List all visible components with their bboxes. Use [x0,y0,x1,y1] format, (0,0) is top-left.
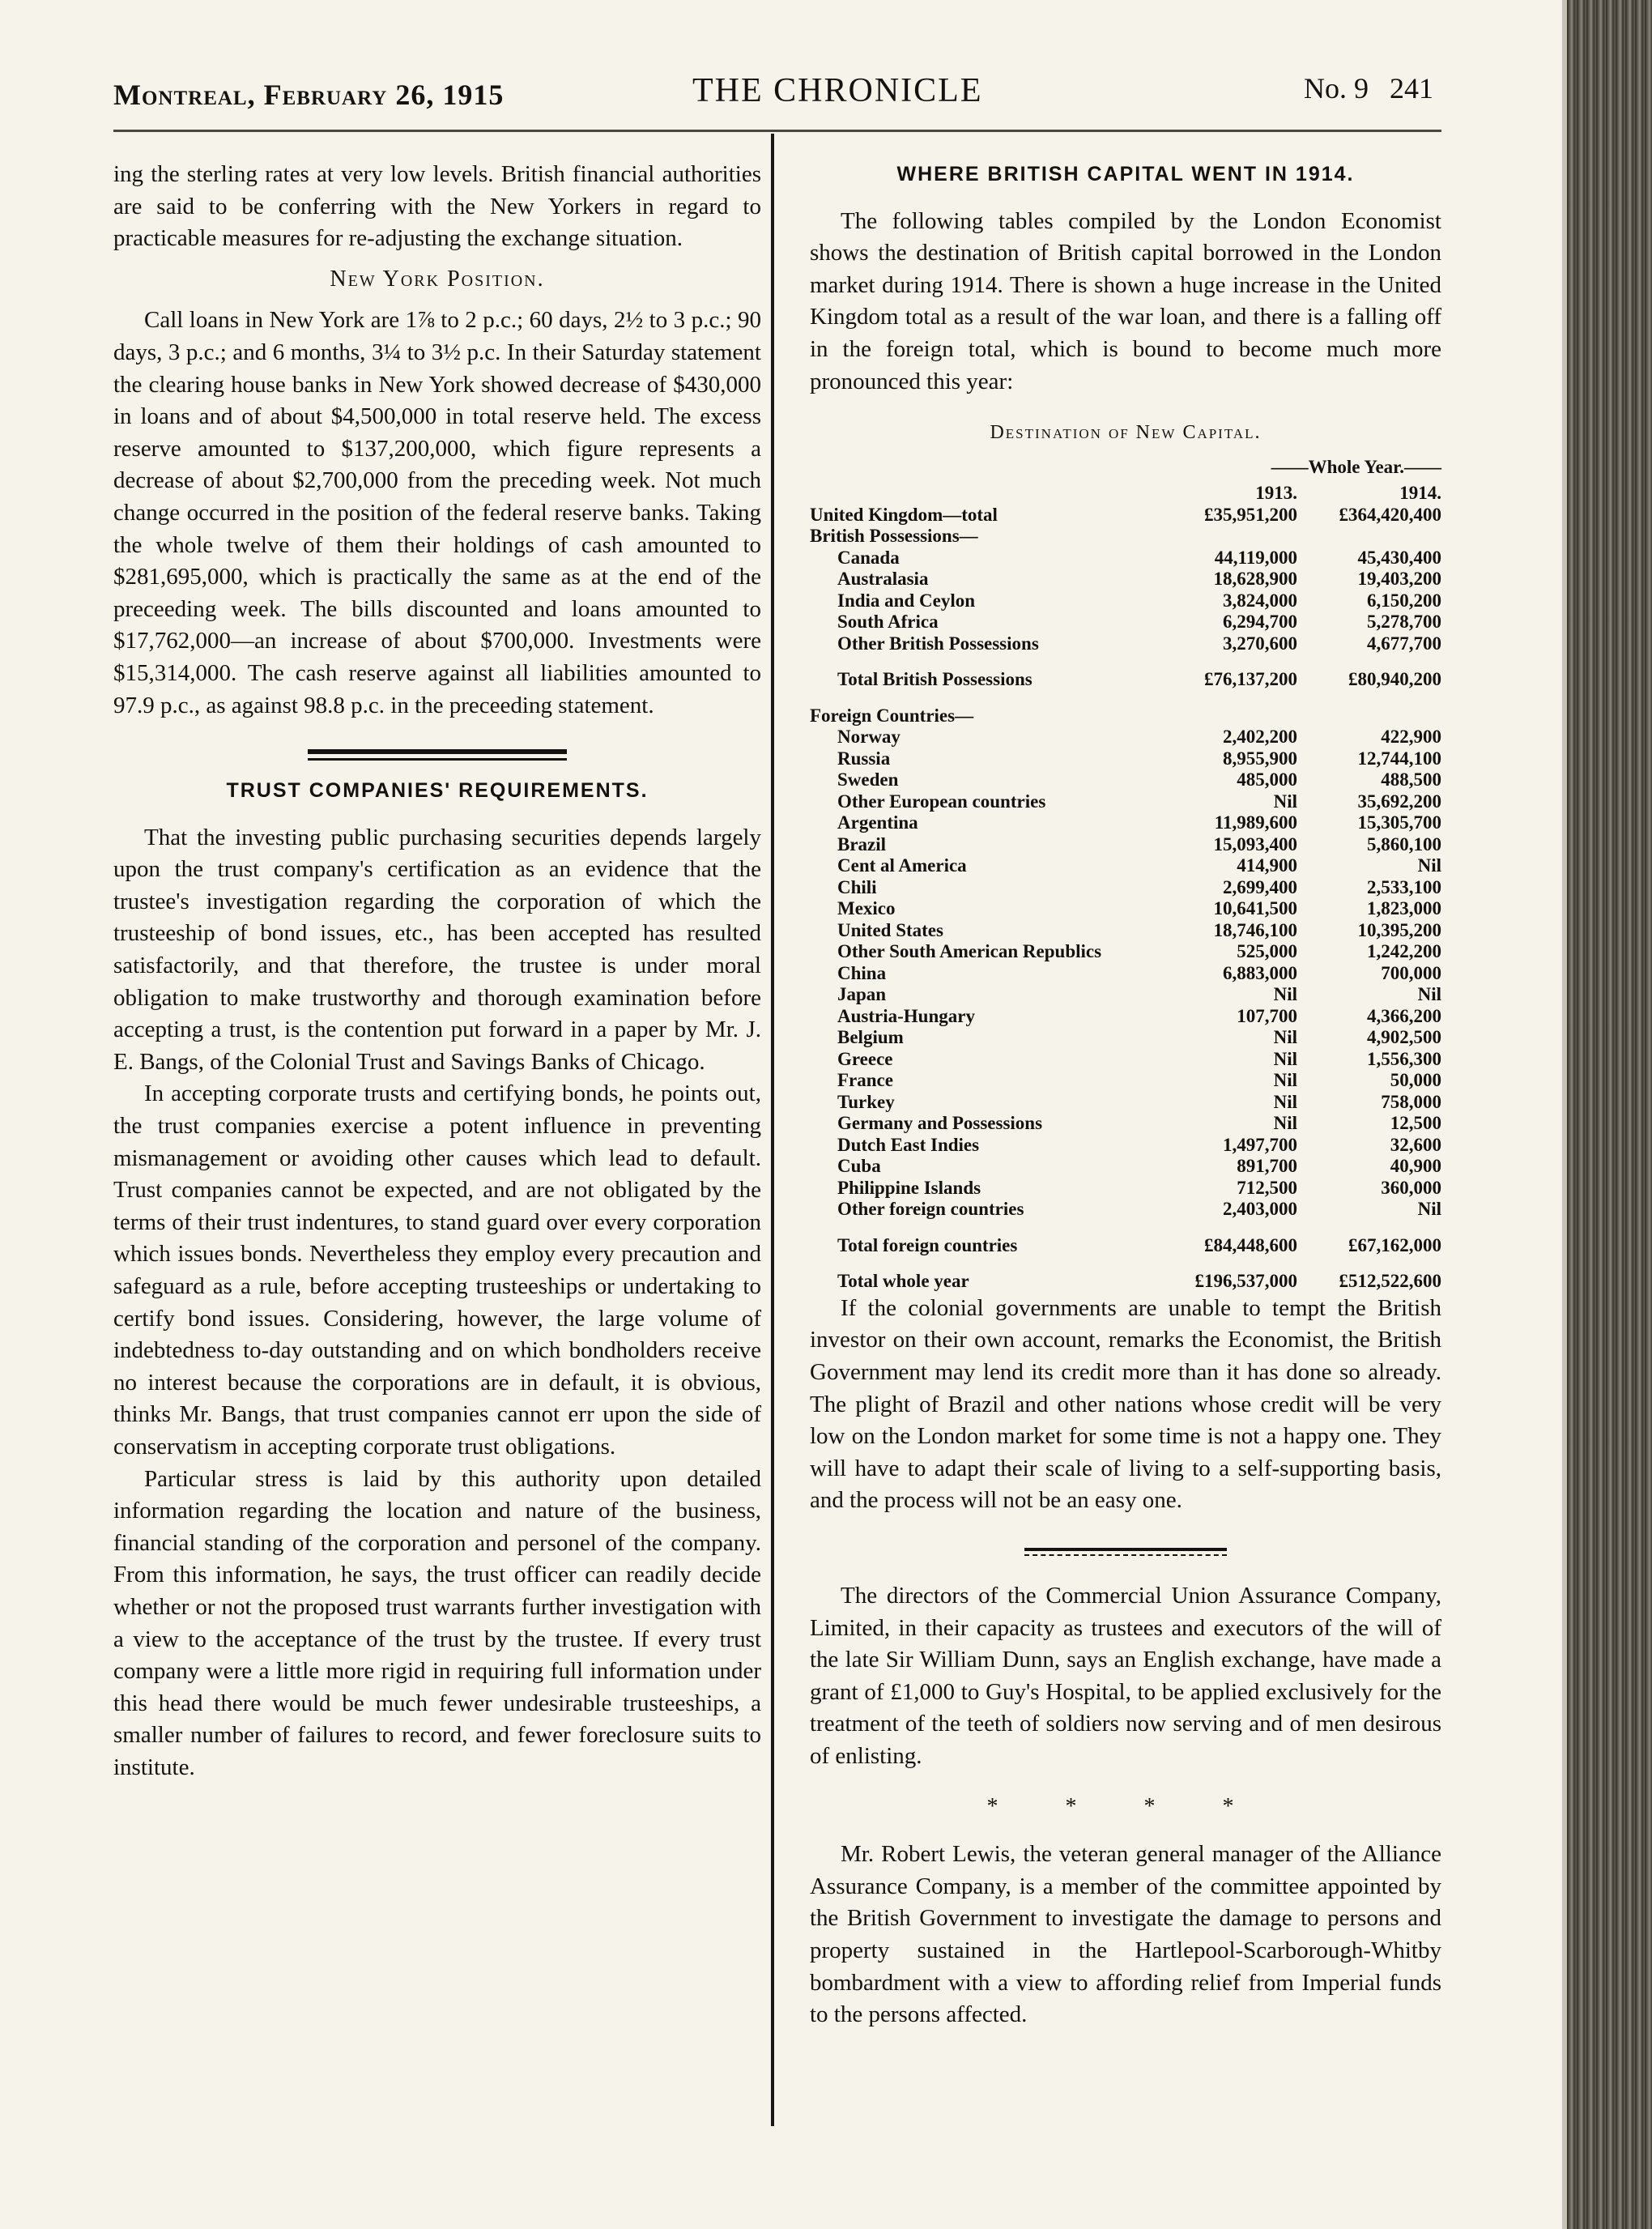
value-1913: £35,951,200 [1204,504,1297,525]
value-1914: 1,823,000 [1367,898,1441,919]
value-1914: £364,420,400 [1339,504,1441,525]
row-label-text: Cent al America [837,855,967,876]
value-1914: Nil [1417,1199,1441,1220]
spacer-row [810,654,1441,669]
value-1914: £67,162,000 [1348,1234,1441,1255]
value-1914: 1,556,300 [1367,1048,1441,1069]
value-1913: 2,403,000 [1223,1199,1297,1220]
row-label [810,505,1168,526]
value-1913: 485,000 [1237,769,1297,791]
row-label [810,1271,1168,1293]
foreign-country-row [810,834,1441,856]
row-label [810,569,1168,590]
value-1914: 12,744,100 [1357,748,1441,769]
value-1913: Nil [1273,1091,1297,1112]
whole-year-label: ——Whole Year.—— [1271,456,1441,477]
row-label-text: Other European countries [837,791,1046,812]
row-label-text: Mexico [837,898,896,919]
value-1913: 6,294,700 [1223,612,1297,633]
row-label [810,1178,1168,1200]
issue-number: No. 9 [1304,72,1369,104]
dateline: Montreal, February 26, 1915 [113,79,505,111]
row-label-text: Other South American Republics [837,941,1102,962]
row-label [810,1070,1168,1092]
value-1913: Nil [1273,1048,1297,1069]
row-label-text: Total foreign countries [837,1234,1018,1255]
foreign-country-row [810,1092,1441,1114]
row-label-text: Russia [837,748,891,769]
row-label-text: France [837,1070,893,1091]
value-1913: 6,883,000 [1223,962,1297,983]
british-possession-row [810,612,1441,633]
foreign-country-row [810,1006,1441,1028]
value-1914: 19,403,200 [1357,569,1441,590]
row-label [810,1092,1168,1114]
page-header [113,71,1433,120]
row-label-text: Japan [837,984,887,1005]
column-header-1913: 1913. [1255,483,1297,504]
row-label [810,1113,1168,1135]
value-1914: 6,150,200 [1367,590,1441,611]
foreign-country-row [810,1199,1441,1221]
british-possession-row [810,569,1441,590]
foreign-country-row [810,920,1441,942]
table-header-row [810,483,1441,505]
row-label [810,1199,1168,1221]
value-1913: 18,746,100 [1213,919,1297,940]
foreign-country-row [810,1178,1441,1200]
foreign-country-row [810,791,1441,813]
row-label-text: Austria-Hungary [837,1005,975,1026]
value-1913: 2,402,200 [1223,727,1297,748]
value-1914: 488,500 [1381,769,1441,791]
foreign-countries-heading-text: Foreign Countries— [810,705,974,726]
section-divider [308,749,567,761]
row-label [810,1006,1168,1028]
row-label [810,590,1168,612]
foreign-countries-heading [810,705,1441,727]
value-1913: 891,700 [1237,1156,1297,1177]
row-label [810,855,1168,877]
value-1913: £84,448,600 [1204,1234,1297,1255]
row-label [810,963,1168,985]
article-continuation: ing the sterling rates at very low levels. British financial authorities are said to be conferring with the New Yorkers in regard to practicable measures for re-adjusting the exchange situation. [113,161,761,252]
row-label-text: Norway [837,727,901,748]
foreign-country-row [810,984,1441,1006]
value-1914: £80,940,200 [1348,669,1441,690]
column-header-1914: 1914. [1399,483,1441,504]
value-1913: 1,497,700 [1223,1134,1297,1155]
row-label-text: India and Ceylon [837,590,976,611]
trust-paragraph-3: Particular stress is laid by this authority upon detailed information regarding the location and nature of the business, financial standing of the corporation and personel of the company. From this information, he says, the trust officer can readily decide whether or not the proposed trust warrants further investigation with a view to the acceptance of the trust by the trustee. If every trust company were a little more rigid in requiring full information under this head there would be much fewer undesirable trusteeships, a smaller number of failures to record, and fewer foreclosure suits to institute. [113,1465,761,1780]
value-1914: 1,242,200 [1367,941,1441,962]
value-1913: Nil [1273,1113,1297,1134]
value-1914: £512,522,600 [1339,1271,1441,1292]
row-label-text: Total British Possessions [837,669,1032,690]
new-york-position-heading: New York Position. [330,266,545,292]
value-1913: Nil [1273,791,1297,812]
foreign-country-row [810,812,1441,834]
british-possession-row [810,590,1441,612]
row-label-text: Total whole year [837,1271,969,1292]
row-label [810,1049,1168,1071]
row-label [810,669,1168,691]
value-1914: Nil [1417,984,1441,1005]
british-possession-row [810,633,1441,655]
value-1913: 11,989,600 [1214,812,1297,833]
row-label-text: Brazil [837,833,887,855]
robert-lewis-paragraph: Mr. Robert Lewis, the veteran general manager of the Alliance Assurance Company, is a member of the committee appointed by the British Government to investigate the damage to persons and property sustained in the Hartlepool-Scarborough-Whitby bombardment with a view to affording relief from Imperial funds to the persons affected. [810,1841,1441,2028]
foreign-country-row [810,898,1441,920]
row-label-text: Canada [837,547,900,568]
value-1913: 44,119,000 [1214,547,1297,568]
grand-total-row [810,1271,1441,1293]
row-label [810,748,1168,770]
row-label [810,984,1168,1006]
row-label [810,898,1168,920]
value-1914: 4,366,200 [1367,1005,1441,1026]
value-1913: £76,137,200 [1204,669,1297,690]
left-column [113,159,761,1784]
row-label-text: China [837,962,887,983]
row-label [810,941,1168,963]
foreign-country-row [810,748,1441,770]
row-label [810,1235,1168,1257]
row-label [810,1135,1168,1157]
page-number: 241 [1390,72,1433,104]
british-possessions-heading [810,526,1441,548]
uk-total-row [810,505,1441,526]
value-1913: Nil [1273,1070,1297,1091]
value-1914: 422,900 [1381,727,1441,748]
row-label-text: Greece [837,1048,893,1069]
table-title: Destination of New Capital. [990,422,1262,444]
value-1913: 712,500 [1237,1177,1297,1198]
row-label [810,548,1168,569]
foreign-country-row [810,1027,1441,1049]
row-label-text: Argentina [837,812,918,833]
value-1914: 15,305,700 [1357,812,1441,833]
british-capital-intro: The following tables compiled by the London Economist shows the destination of British capital borrowed in the London market during 1914. There is shown a huge increase in the United Kingdom total as a result of the war loan, and there is a falling off in the foreign total, which is bound to become much more pronounced this year: [810,207,1441,394]
value-1914: 5,278,700 [1367,612,1441,633]
value-1914: 4,677,700 [1367,633,1441,654]
value-1913: 2,699,400 [1223,876,1297,897]
row-label-text: United States [837,919,943,940]
row-label-text: Other British Possessions [837,633,1039,654]
foreign-country-row [810,1156,1441,1178]
foreign-total-row [810,1235,1441,1257]
foreign-country-row [810,1135,1441,1157]
after-table-paragraph: If the colonial governments are unable to tempt the British investor on their own account, remarks the Economist, the British Government may lend its credit more than it has done so already. The plight of Brazil and other nations whose credit will be very low on the London market for some time is not a happy one. They will have to adapt their scale of living to a self-supporting basis, and the process will not be an easy one. [810,1294,1441,1514]
star-separator: * * * * [986,1793,1265,1819]
issue-page-number [1304,71,1433,105]
value-1914: 10,395,200 [1357,919,1441,940]
row-label [810,1027,1168,1049]
foreign-country-row [810,727,1441,748]
spacer-row [810,691,1441,705]
value-1914: 40,900 [1390,1156,1441,1177]
row-label-text: Chili [837,876,877,897]
column-rule [771,134,774,2126]
new-york-position-body: Call loans in New York are 1⅞ to 2 p.c.; 60 days, 2½ to 3 p.c.; 90 days, 3 p.c.; and 6 months, 3¼ to 3½ p.c. In their Saturday statement the clearing house banks in New York showed decrease of $430,000 in loans and of about $4,500,000 in total reserve held. The excess reserve amounted to $137,200,000, which figure represents a decrease of about $2,700,000 from the preceding week. Not much change occurred in the position of the federal reserve banks. Taking the whole twelve of them their holdings of cash amounted to $281,695,000, which is practically the same as at the end of the preceeding week. The bills discounted and loans amounted to $17,762,000—an increase of about $700,000. Investments were $15,314,000. The cash reserve against all liabilities amounted to 97.9 p.c., as against 98.8 p.c. in the preceeding statement. [113,307,761,718]
value-1913: 8,955,900 [1223,748,1297,769]
row-label-text: Turkey [837,1091,895,1112]
value-1913: Nil [1273,1027,1297,1048]
value-1914: 5,860,100 [1367,833,1441,855]
value-1914: 360,000 [1381,1177,1441,1198]
row-label-text: Philippine Islands [837,1177,981,1198]
row-label-text: Australasia [837,569,929,590]
foreign-country-row [810,877,1441,899]
british-capital-headline: WHERE BRITISH CAPITAL WENT IN 1914. [896,163,1355,185]
right-column [810,159,1441,2031]
commercial-union-paragraph: The directors of the Commercial Union Assurance Company, Limited, in their capacity as trustees and executors of the will of the late Sir William Dunn, says an English exchange, have made a grant of £1,000 to Guy's Hospital, to be applied exclusively for the treatment of the teeth of soldiers now serving and of men desirous of enlisting. [810,1583,1441,1769]
foreign-country-row [810,769,1441,791]
row-label [810,877,1168,899]
value-1913: 18,628,900 [1213,569,1297,590]
row-label-text: Other foreign countries [837,1199,1024,1220]
row-label [810,769,1168,791]
capital-destination-table [810,483,1441,1293]
value-1914: 700,000 [1381,962,1441,983]
row-label [810,812,1168,834]
row-label-text: Dutch East Indies [837,1134,980,1155]
row-label [810,612,1168,633]
value-1913: 10,641,500 [1213,898,1297,919]
value-1913: 3,824,000 [1223,590,1297,611]
trust-companies-headline: TRUST COMPANIES' REQUIREMENTS. [226,779,649,803]
foreign-country-row [810,1070,1441,1092]
row-label [810,727,1168,748]
value-1914: 32,600 [1390,1134,1441,1155]
row-label-text: Cuba [837,1156,881,1177]
value-1913: 414,900 [1237,855,1297,876]
header-rule [113,130,1441,132]
value-1914: Nil [1417,855,1441,876]
row-label-text: Germany and Possessions [837,1113,1043,1134]
value-1914: 35,692,200 [1357,791,1441,812]
row-label-text: Belgium [837,1027,904,1048]
foreign-country-row [810,855,1441,877]
spacer-row [810,1256,1441,1271]
value-1913: 15,093,400 [1213,833,1297,855]
value-1913: 107,700 [1237,1005,1297,1026]
value-1914: 12,500 [1390,1113,1441,1134]
section-divider-2 [1024,1548,1227,1556]
british-possessions-total-row [810,669,1441,691]
foreign-country-row [810,941,1441,963]
british-possessions-heading-text: British Possessions— [810,526,978,547]
row-label-text: United Kingdom—total [810,504,998,525]
value-1913: 525,000 [1237,941,1297,962]
value-1914: 2,533,100 [1367,876,1441,897]
foreign-country-row [810,1113,1441,1135]
value-1913: 3,270,600 [1223,633,1297,654]
foreign-country-row [810,963,1441,985]
value-1914: 758,000 [1381,1091,1441,1112]
value-1914: 4,902,500 [1367,1027,1441,1048]
value-1913: £196,537,000 [1194,1271,1297,1292]
row-label [810,920,1168,942]
value-1914: 45,430,400 [1357,547,1441,568]
british-possession-row [810,548,1441,569]
trust-paragraph-2: In accepting corporate trusts and certifying bonds, he points out, the trust companies exercise a potent influence in preventing mismanagement or avoiding other causes which lead to default. Trust companies cannot be expected, and are not obligated by the terms of their trust indentures, to stand guard over every corporation which issues bonds. Nevertheless they employ every precaution and safeguard as a rule, before accepting trusteeships or undertaking to certify bond issues. Considering, however, the large volume of indebtedness to-day outstanding and on which bondholders receive no interest because the corporations are in default, it is obvious, thinks Mr. Bangs, that trust companies cannot err upon the side of conservatism in accepting corporate trust obligations. [113,1080,761,1460]
value-1914: 50,000 [1390,1070,1441,1091]
row-label-text: South Africa [837,612,939,633]
value-1913: Nil [1273,984,1297,1005]
spacer-row [810,1221,1441,1235]
row-label [810,791,1168,813]
foreign-country-row [810,1049,1441,1071]
row-label-text: Sweden [837,769,899,791]
row-label [810,633,1168,655]
row-label [810,1156,1168,1178]
book-binding [1567,0,1652,2229]
publication-title: THE CHRONICLE [692,72,983,109]
trust-paragraph-1: That the investing public purchasing securities depends largely upon the trust company's certification as an evidence that the trustee's investigation regarding the corporation of which the trusteeship of bond issues, etc., has been accepted has resulted satisfactorily, and that therefore, the trustee is under moral obligation to make trustworthy and thorough examination before accepting a trust, is the contention put forward in a paper by Mr. J. E. Bangs, of the Colonial Trust and Savings Banks of Chicago. [113,824,761,1075]
row-label [810,834,1168,856]
